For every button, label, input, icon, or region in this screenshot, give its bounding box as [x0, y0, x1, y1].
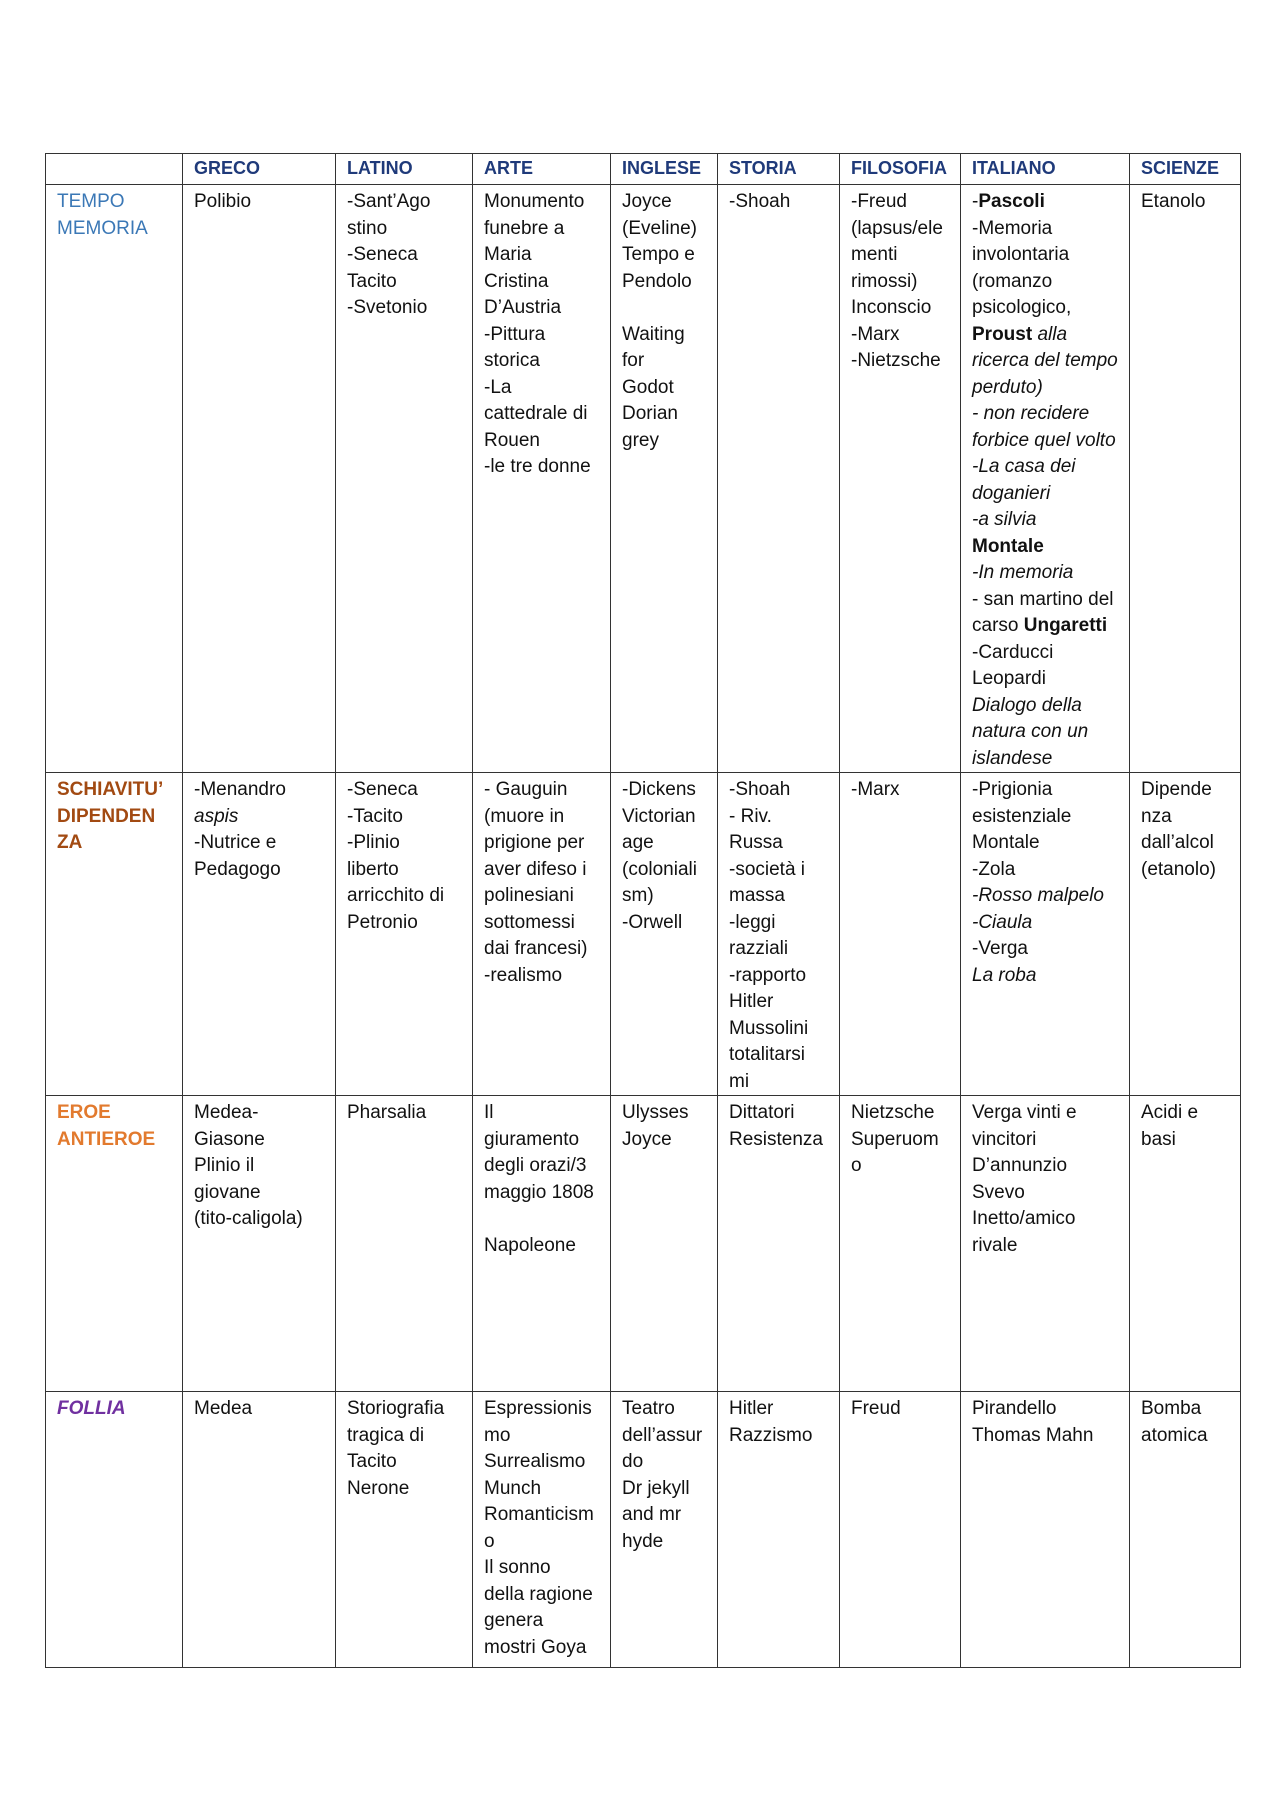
cell-italiano: Pirandello Thomas Mahn [961, 1392, 1130, 1668]
row-label-follia: FOLLIA [46, 1392, 183, 1668]
row-label-schiavitu-dipendenza: SCHIAVITU’ DIPENDEN ZA [46, 773, 183, 1096]
cell-filosofia: -Marx [840, 773, 961, 1096]
cell-greco: Medea- Giasone Plinio il giovane (tito-caligola) [183, 1096, 336, 1392]
cell-greco: Polibio [183, 185, 336, 773]
cell-arte: - Gauguin (muore in prigione per aver difeso i polinesiani sottomessi dai francesi) -realismo [473, 773, 611, 1096]
header-row [46, 154, 1241, 185]
cell-greco: Medea [183, 1392, 336, 1668]
cell-filosofia: Freud [840, 1392, 961, 1668]
cell-filosofia: Nietzsche Superuom o [840, 1096, 961, 1392]
cell-inglese: Ulysses Joyce [611, 1096, 718, 1392]
cell-latino: Pharsalia [336, 1096, 473, 1392]
header-latino: LATINO [336, 154, 473, 185]
cell-storia: -Shoah [718, 185, 840, 773]
header-arte: ARTE [473, 154, 611, 185]
cell-arte: Espressionis mo Surrealismo Munch Romanticism o Il sonno della ragione genera mostri Goya [473, 1392, 611, 1668]
cell-latino: -Sant’Ago stino -Seneca Tacito -Svetonio [336, 185, 473, 773]
cell-filosofia: -Freud (lapsus/ele menti rimossi) Inconscio -Marx -Nietzsche [840, 185, 961, 773]
table-row [46, 773, 1241, 1096]
header-filosofia: FILOSOFIA [840, 154, 961, 185]
subjects-table [45, 153, 1241, 1668]
header-inglese: INGLESE [611, 154, 718, 185]
table-row [46, 185, 1241, 773]
cell-arte: Il giuramento degli orazi/3 maggio 1808 Napoleone [473, 1096, 611, 1392]
header-storia: STORIA [718, 154, 840, 185]
table-row [46, 1392, 1241, 1668]
cell-italiano: Verga vinti e vincitori D’annunzio Svevo Inetto/amico rivale [961, 1096, 1130, 1392]
cell-latino: -Seneca -Tacito -Plinio liberto arricchito di Petronio [336, 773, 473, 1096]
cell-storia: Dittatori Resistenza [718, 1096, 840, 1392]
cell-italiano: -Prigionia esistenziale Montale -Zola -Rosso malpelo -Ciaula -Verga La roba [961, 773, 1130, 1096]
cell-latino: Storiografia tragica di Tacito Nerone [336, 1392, 473, 1668]
cell-inglese: Teatro dell’assur do Dr jekyll and mr hyde [611, 1392, 718, 1668]
cell-scienze: Acidi e basi [1130, 1096, 1241, 1392]
cell-greco: -Menandro aspis -Nutrice e Pedagogo [183, 773, 336, 1096]
header-italiano: ITALIANO [961, 154, 1130, 185]
table-row [46, 1096, 1241, 1392]
row-label-tempo-memoria: TEMPO MEMORIA [46, 185, 183, 773]
cell-storia: -Shoah - Riv. Russa -società i massa -leggi razziali -rapporto Hitler Mussolini totalitarsi mi [718, 773, 840, 1096]
cell-scienze: Dipende nza dall’alcol (etanolo) [1130, 773, 1241, 1096]
cell-arte: Monumento funebre a Maria Cristina D’Austria -Pittura storica -La cattedrale di Rouen -le tre donne [473, 185, 611, 773]
cell-inglese: Joyce (Eveline) Tempo e Pendolo Waiting for Godot Dorian grey [611, 185, 718, 773]
cell-scienze: Bomba atomica [1130, 1392, 1241, 1668]
header-greco: GRECO [183, 154, 336, 185]
cell-italiano: -Pascoli -Memoria involontaria (romanzo psicologico, Proust alla ricerca del tempo perduto) - non recidere forbice quel volto -La casa dei doganieri -a silvia Montale -In memoria - san martino del carso Ungaretti -Carducci Leopardi Dialogo della natura con un islandese [961, 185, 1130, 773]
header-scienze: SCIENZE [1130, 154, 1241, 185]
cell-scienze: Etanolo [1130, 185, 1241, 773]
header-empty [46, 154, 183, 185]
cell-storia: Hitler Razzismo [718, 1392, 840, 1668]
cell-inglese: -Dickens Victorian age (coloniali sm) -Orwell [611, 773, 718, 1096]
row-label-eroe-antieroe: EROE ANTIEROE [46, 1096, 183, 1392]
